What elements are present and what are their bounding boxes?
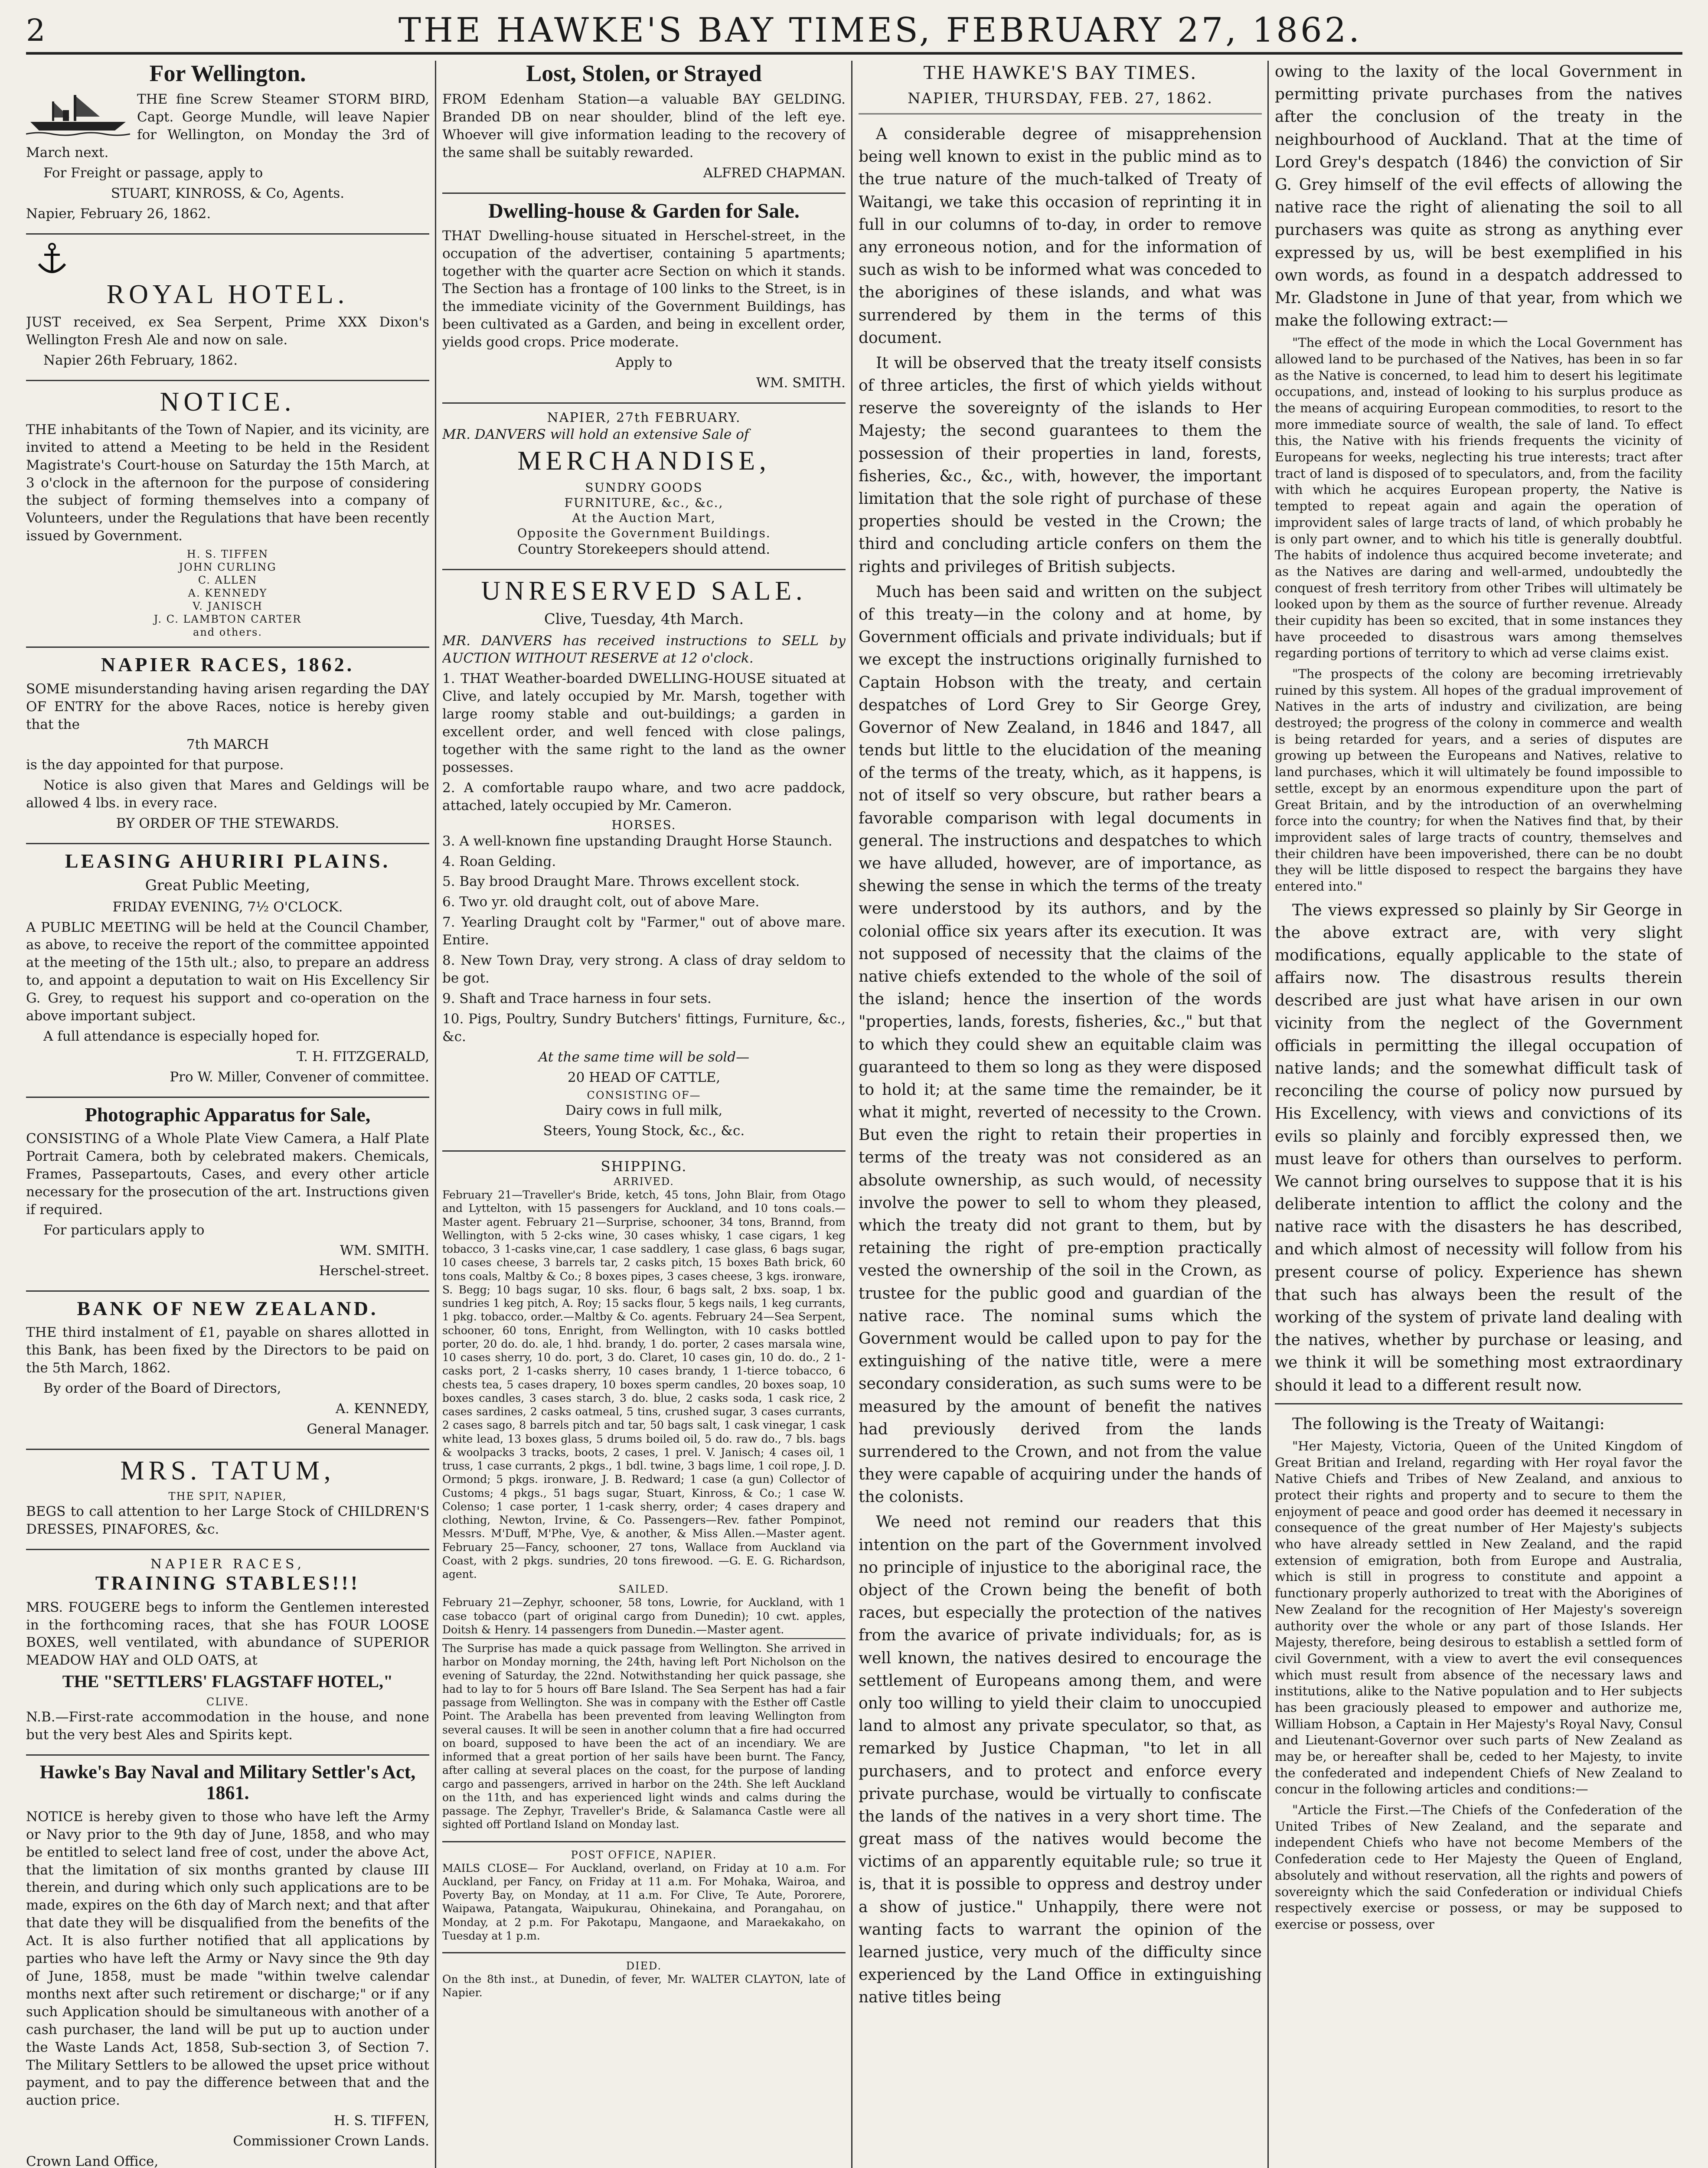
editorial-paragraph: We need not remind our readers that this intention on the part of the Government involved no principle of injustice to the aboriginal race, the object of the Crown being the benefit of both races, but especially the protection of the natives from the avarice of private individuals; for, as is well known, the natives desired to encourage the settlement of Europeans among them, and were only too willing to yield their claim to unoccupied land to almost any private speculator, so that, as remarked by Justice Chapman, "to let in all purchasers, and to protect and enforce every private purchase, would be virtually to confiscate the lands of the natives in a very short time. The great mass of the natives would become the victims of an apparently equitable rule; so true it is, that it is possible to oppress and destroy under a show of justice." Unhappily, there were not wanting facts to warrant the opinion of the learned justice, very much of the difficulty since experienced by the Land Office in extinguishing native titles being [859, 1513, 1262, 2007]
ad-text: JUST received, ex Sea Serpent, Prime XXX Dixon's Wellington Fresh Ale and now on sale. [26, 314, 429, 348]
ad-text: Opposite the Government Buildings. [517, 526, 771, 541]
ad-text: NOTICE is hereby given to those who have left the Army or Navy prior to the 9th day of June, 1858, and who may be entitled to select land free of cost, under the above Act, that the limitation of six months granted by clause III therein, and during which only such applications are to be made, expires on the 6th day of March next; and that after that date they will be disqualified from the benefits of the Act. It is also further notified that all applications by parties who have left the Army or Navy since the 9th day of June, 1858, must be made "within twelve calendar months next after such retirement or discharge;" or if any such Application should be simultaneous with another of a cash purchaser, the land will be put up to auction under the Waste Lands Act, 1858, Sub-section 3, of Section 7. The Military Settlers to be allowed the upset price without payment, and to pay the difference between that and the auction price. [26, 1809, 429, 2109]
treaty-text: "Her Majesty, Victoria, Queen of the United Kingdom of Great Britian and Ireland, regarding with Her royal favor the Native Chiefs and Tribes of New Zealand, and anxious to protect their rights and property and to secure to them the enjoyment of peace and good order has deemed it necessary in consequence of the great number of Her Majesty's subjects who have already settled in New Zealand, and the rapid extension of emigration, both from Europe and Australia, which is still in progress to constitute and appoint a functionary properly authorized to treat with the Aborigines of New Zealand for the recognition of Her Majesty's sovereign authority over the whole or any part of those Islands. Her Majesty, therefore, being desirous to establish a settled form of civil Government, with a view to avert the evil consequences which must result from absence of the necessary laws and institutions, alike to the Native population and to Her subjects has been graciously pleased to empower and authorize me, William Hobson, a Captain in Her Majesty's Royal Navy, Consul and Lieutenant-Governor over such parts of New Zealand as may be, or hereafter shall be, ceded to her Majesty, to invite the confederated and independent Chiefs of New Zealand to concur in the following articles and conditions:— [1275, 1438, 1682, 1797]
ad-title: For Wellington. [149, 61, 306, 86]
ad-title: Lost, Stolen, or Strayed [526, 61, 762, 86]
section-label: HORSES. [611, 817, 676, 832]
ad-title: NAPIER RACES, [150, 1556, 305, 1572]
shipping-section [442, 1152, 846, 1842]
ad-title: Photographic Apparatus for Sale, [85, 1103, 371, 1126]
editorial-dateline: NAPIER, THURSDAY, FEB. 27, 1862. [859, 86, 1262, 114]
ad-date: Napier, February 26, 1862. [26, 206, 211, 222]
column-rule [435, 61, 436, 2168]
ad-text: N.B.—First-rate accommodation in the house, and none but the very best Ales and Spirits kept. [26, 1709, 429, 1743]
editorial-title: THE HAWKE'S BAY TIMES. [923, 61, 1197, 83]
ad-text: FURNITURE, &c., &c., [564, 496, 724, 510]
ad-text: SUNDRY GOODS [585, 480, 703, 495]
ad-text: Steers, Young Stock, &c., &c. [543, 1123, 745, 1139]
lot: 7. Yearling Draught colt by "Farmer," out of above mare. Entire. [442, 914, 846, 948]
ad-text: CONSISTING of a Whole Plate View Camera, a Half Plate Portrait Camera, both by celebrated makers. Chemicals, Frames, Passepartouts, Cases, and every other article necessary for the prosecution of the art. Instructions given if required. [26, 1131, 429, 1218]
ad-text: 20 HEAD OF CATTLE, [567, 1069, 721, 1085]
lot: 8. New Town Dray, very strong. A class of dray seldom to be got. [442, 953, 846, 986]
ad-notice [26, 381, 429, 648]
signatory: H. S. TIFFEN [186, 548, 269, 561]
ad-text: MRS. FOUGERE begs to inform the Gentlemen interested in the forthcoming races, that she has FOUR LOOSE BOXES, well ventilated, with abundance of SUPERIOR MEADOW HAY and OLD OATS, at [26, 1599, 429, 1668]
signatory: JOHN CURLING [179, 561, 277, 574]
ad-title: NAPIER RACES, 1862. [101, 653, 355, 676]
ad-unreserved-sale [442, 570, 846, 1152]
signatory: J. C. LAMBTON CARTER [153, 613, 302, 626]
signatory: C. ALLEN [198, 574, 258, 587]
ad-signature: Pro W. Miller, Convener of committee. [170, 1069, 429, 1085]
ad-text: CONSISTING OF— [587, 1089, 701, 1102]
anchor-icon [35, 242, 69, 277]
ad-text: MR. DANVERS has received instructions to SELL by AUCTION WITHOUT RESERVE at 12 o'clock. [442, 633, 846, 666]
signatory: A. KENNEDY [188, 587, 268, 600]
ad-title: BANK OF NEW ZEALAND. [77, 1297, 379, 1319]
ad-place: CLIVE. [206, 1696, 249, 1708]
post-office [442, 1842, 846, 1954]
lot: 4. Roan Gelding. [442, 853, 556, 869]
ad-title: MERCHANDISE, [517, 446, 771, 476]
column-1 [26, 61, 429, 2168]
editorial-paragraph: A considerable degree of misapprehension being well known to exist in the public mind as to the true nature of the much-talked of Treaty of Waitangi, we take this occasion of reprinting it in full in our columns of to-day, in order to remove any erroneous notion, and for the information of such as wish to be informed what was conceded to the aborigines of these islands, and what was surrendered by them in the terms of this document. [859, 125, 1262, 347]
ad-title: Hawke's Bay Naval and Military Settler's Act, 1861. [39, 1761, 416, 1804]
ad-signature: WM. SMITH. [340, 1242, 429, 1258]
post-text: MAILS CLOSE— For Auckland, overland, on Friday at 10 a.m. For Auckland, per Fancy, on Friday at 11 a.m. For Mohaka, Wairoa, and Poverty Bay, on Monday, at 11 a.m. For Clive, Te Aute, Pororere, Waipawa, Patangata, Waipukurau, Ohinekaina, and Porangahau, on Monday, at 2 p.m. For Pakotapu, Mangaone, and Maraekakaho, on Tuesday at 1 p.m. [442, 1861, 846, 1942]
masthead [26, 9, 1682, 55]
lot: 3. A well-known fine upstanding Draught Horse Staunch. [442, 833, 833, 849]
signatory: V. JANISCH [193, 600, 263, 613]
ad-signature: Commissioner Crown Lands. [233, 2133, 429, 2149]
ad-training-stables [26, 1550, 429, 1756]
ad-signature: Herschel-street. [319, 1263, 429, 1279]
ad-title: UNRESERVED SALE. [481, 576, 807, 606]
shipping-text: February 21—Traveller's Bride, ketch, 45 tons, John Blair, from Otago and Lyttelton, with 15 passengers for Auckland, and 10 tons coals.—Master agent. February 21—Surprise, schooner, 34 tons, Brannd, from Wellington, with 5 2-cks wine, 30 cases whisky, 1 case cigars, 1 keg tobacco, 3 1-casks vine,car, 1 case saddlery, 1 case glass, 6 bags sugar, 10 cases cheese, 3 barrels tar, 2 casks pitch, 15 boxes Bath brick, 60 tons coals, Maltby & Co.; 8 boxes pipes, 3 cases cheese, 3 kgs. ironware, S. Begg; 10 bags sugar, 10 sks. flour, 6 bags salt, 2 bxs. soap, 1 bx. sundries 1 keg pitch, A. Roy; 15 sacks flour, 5 kegs nails, 1 keg currants, 1 pkg. tobacco, order.—Maltby & Co. agents. February 24—Sea Serpent, schooner, 60 tons, Enright, from Wellington, with 10 casks bottled porter, 20 do. do. ale, 1 hhd. brandy, 1 do. porter, 2 cases marsala wine, 10 cases sherry, 10 do. port, 3 do. Claret, 10 cases gin, 10 do. do., 2 1-casks port, 2 1-casks sherry, 10 cases brandy, 1 1-tierce tobacco, 6 chests tea, 5 cases drapery, 10 boxes sperm candles, 20 boxes soap, 10 boxes candles, 3 cases starch, 3 do. blue, 2 casks soda, 1 cask rice, 2 cases sardines, 2 casks oatmeal, 5 tins, crushed sugar, 3 cases currants, 2 cases sago, 8 barrels pitch and tar, 50 bags salt, 1 cask vinegar, 1 cask white lead, 13 boxes glass, 5 drums boiled oil, 5 do. raw do., 7 bls. bags & woolpacks 3 tracks, boots, 2 cases, 1 prel. V. Janisch; 4 cases oil, 1 truss, 1 case currants, 2 pkgs., 1 bdl. twine, 3 bags lime, 1 coil rope, J. D. Ormond; 5 pkgs. ironware, J. B. Redward; 1 case (a gun) Collector of Customs; 4 pkgs., 51 bags sugar, Stuart, Kinross, & Co.; 1 case W. Colenso; 1 case porter, 1 1-cask sherry, order; 4 cases drapery and clothing, Newton, Irvine, & Co. Passengers—Rev. father Pompinot, Messrs. M'Duff, M'Phe, Vye, & another, & Miss Allen.—Master agent. February 25—Fancy, schooner, 27 tons, Wallace from Auckland via Coast, with 2 pkgs. sundries, 20 tons firewood. —G. E. G. Richardson, agent. [442, 1188, 846, 1581]
ad-signature: General Manager. [307, 1421, 429, 1437]
section-title: DIED. [626, 1960, 662, 1972]
ad-signature: A. KENNEDY, [336, 1401, 429, 1417]
lot: 10. Pigs, Poultry, Sundry Butchers' fittings, Furniture, &c., &c. [442, 1011, 846, 1045]
editorial-paragraph: Much has been said and written on the subject of this treaty—in the colony and at home, by Government officials and private individuals; but if we except the instructions originally furnished to Captain Hobson with the treaty, and certain despatches of Lord Grey to Sir George Grey, Governor of New Zealand, in 1846 and 1847, all tends but little to the elucidation of the meaning of the terms of the treaty, which, as it happens, is not of itself so very obscure, but rather bears a favorable comparison with legal documents in general. The instructions and despatches to which we have alluded, however, are of importance, as shewing the sense in which the terms of the treaty were understood by its authors, and by the colonial office six years after its execution. It was not supposed of necessity that the claims of the native chiefs extended to the whole of the soil of the island; hence the insertion of the words "properties, lands, forests, fisheries, &c.," but that to which they could shew an equitable claim was guaranteed to them so long as they were disposed to hold it; at the same time the remainder, be it what it might, reverted of necessity to the Crown. But even the right to retain their properties in terms of the treaty was not considered as an absolute ownership, as such would, of necessity involve the power to sell to whom they pleased, which the treaty did not grant to them, but by retaining the right of pre-emption practically vested the ownership of the soil in the Crown, as trustee for the public good and guardian of the native race. The nominal sums which the Government would be called upon to pay for the extinguishing of the native title, were a mere secondary consideration, as such sums were to be measured by the amount of benefit the natives had previously derived from the lands surrendered to the Crown, and not from the value they were capable of acquiring under the hands of the colonists. [859, 583, 1262, 1506]
ad-text: is the day appointed for that purpose. [26, 757, 284, 773]
ad-title: MRS. TATUM, [120, 1456, 335, 1486]
ad-when: FRIDAY EVENING, 7½ O'CLOCK. [112, 899, 343, 915]
despatch-quote: "The prospects of the colony are becoming irretrievably ruined by this system. All hopes of the gradual improvement of Natives in the arts of industry and civilization, are being destroyed; the progress of the colony in commerce and wealth is being retarded for years, and a series of disputes are growing up between the Europeans and Natives, relative to land purchases, which it will ultimately be found impossible to settle, except by an enormous expenditure upon the part of Great Britain, and by the introduction of an overwhelming force into the country; for when the Natives find that, by their improvident sales of large tracts of country, themselves and their children have been impoverished, there can be no doubt they will be little disposed to respect the bargains they have entered into." [1275, 666, 1682, 894]
ad-text: THE inhabitants of the Town of Napier, and its vicinity, are invited to attend a Meeting to be held in the Resident Magistrate's Court-house on Saturday the 15th March, at 3 o'clock in the afternoon for the purpose of considering the subject of forming themselves into a company of Volunteers, under the Regulations that have been recently issued by Government. [26, 421, 429, 544]
ad-date: Napier 26th February, 1862. [43, 352, 238, 368]
ad-signature: T. H. FITZGERALD, [297, 1048, 429, 1064]
shipping-text: February 21—Zephyr, schooner, 58 tons, Lowrie, for Auckland, with 1 case tobacco (part of original cargo from Dunedin); 10 cwt. apples, Doitsh & Henry. 14 passengers from Dunedin.—Master agent. [442, 1596, 846, 1636]
ad-title: Dwelling-house & Garden for Sale. [488, 199, 800, 222]
lot: 5. Bay brood Draught Mare. Throws excellent stock. [442, 874, 800, 890]
ad-text: THE third instalment of £1, payable on shares allotted in this Bank, has been fixed by the Directors to be paid on the 5th March, 1862. [26, 1325, 429, 1376]
ad-photographic [26, 1098, 429, 1292]
ad-napier-races [26, 648, 429, 844]
ad-text: Country Storekeepers should attend. [517, 542, 771, 558]
ad-subtitle: Clive, Tuesday, 4th March. [544, 610, 744, 628]
page-number: 2 [26, 13, 46, 48]
ad-text: For Freight or passage, apply to [43, 165, 263, 181]
ad-text: A PUBLIC MEETING will be held at the Council Chamber, as above, to receive the report of the committee appointed at the meeting of the 15th ult.; also, to prepare an address to, and appoint a deputation to wait on His Excellency Sir G. Grey, to request his support and co-operation on the above important subject. [26, 919, 429, 1024]
ad-hotel: THE "SETTLERS' FLAGSTAFF HOTEL," [62, 1672, 393, 1691]
treaty-article: "Article the First.—The Chiefs of the Confederation of the United Tribes of New Zealand, and the separate and independent Chiefs who have not become Members of the Confederation cede to Her Majesty the Queen of England, absolutely and without reservation, all the rights and powers of sovereignty which the said Confederation or individual Chiefs respectively exercise or possess, or may be supposed to exercise or possess, over [1275, 1802, 1682, 1932]
column-rule [1267, 61, 1269, 2168]
editorial-paragraph: The views expressed so plainly by Sir George in the above extract are, with very slight modifications, equally applicable to the state of affairs now. The disastrous results therein described are just what have arisen in our own vicinity from the neglect of the Government officials in permitting the illegal occupation of native lands; and the somewhat difficult task of reconciling the course of policy now pursued by His Excellency, with views and convictions of its evils so plainly and forcibly expressed then, we must leave for others than ourselves to perform. We cannot bring ourselves to suppose that it is his deliberate intention to afflict the colony and the native race with the disasters he has described, and which almost of necessity will follow from his present course of policy. Experience has shewn that such has always been the result of the working of the system of private land dealing with the natives, whether by purchase or leasing, and we think it will be something most extraordinary should it lead to a different result now. [1275, 899, 1682, 1404]
ad-merchandise [442, 404, 846, 571]
column-3-editorial [859, 61, 1262, 2168]
section-title: SHIPPING. [601, 1158, 687, 1175]
lot: 1. THAT Weather-boarded DWELLING-HOUSE situated at Clive, and lately occupied by Mr. Marsh, together with large roomy stable and out-buildings; a garden in excellent order, and well fenced with close palings, together with the same right to the land as the owner possesses. [442, 671, 846, 775]
ad-text: At the Auction Mart, [572, 511, 716, 526]
ad-title: LEASING AHURIRI PLAINS. [65, 850, 391, 872]
ad-dateline: NAPIER, 27th FEBRUARY. [547, 410, 741, 425]
ad-signature: ALFRED CHAPMAN. [703, 165, 846, 181]
ad-text: By order of the Board of Directors, [43, 1380, 281, 1396]
ad-text: Dairy cows in full milk, [565, 1103, 723, 1119]
editorial-paragraph: It will be observed that the treaty itself consists of three articles, the first of which yields without reserve the sovereignty of the islands to Her Majesty; the second guarantees to them the possession of their properties in land, forests, fisheries, &c., &c., with, however, the important limitation that the sole right of purchase of these properties should be vested in the Crown; the third and concluding article confers on them the rights and privileges of British subjects. [859, 354, 1262, 576]
newspaper-title: THE HAWKE'S BAY TIMES, FEBRUARY 27, 1862. [398, 11, 1362, 50]
ad-agent: STUART, KINROSS, & Co, Agents. [111, 185, 345, 201]
lot: 6. Two yr. old draught colt, out of above Mare. [442, 894, 760, 910]
ad-subtitle: Great Public Meeting, [145, 876, 310, 894]
ad-text: MR. DANVERS will hold an extensive Sale of [442, 427, 749, 443]
ad-naval-military [26, 1756, 429, 2168]
ad-signature: WM. SMITH. [756, 375, 846, 391]
signatory: and others. [193, 626, 262, 639]
ad-date: 7th MARCH [186, 737, 269, 753]
ad-text: Apply to [615, 355, 673, 371]
column-4-editorial [1275, 61, 1682, 2168]
ad-wellington [26, 61, 429, 235]
ad-subtitle: THE SPIT, NAPIER, [168, 1490, 287, 1502]
ad-lost [442, 61, 846, 194]
section-label: SAILED. [618, 1583, 669, 1596]
steamship-icon [26, 91, 130, 138]
despatch-quote: "The effect of the mode in which the Local Government has allowed land to be purchased of the Natives, has been in so far as the Native is concerned, to lead him to desert his legitimate occupations, and, instead of looking to his surplus produce as the means of acquiring European commodities, to resort to the more immediate source of wealth, the sale of land. To effect this, the Native with his friends frequents the vicinity of Europeans for weeks, neglecting his true interests; tract after tract of land is disposed of to speculators, and, from the facility with which he acquires European property, the Native is tempted to repeat again and again the operation of improvident sales of large tracts of land, of which probably he is only part owner, and to which his title is generally doubtful. The habits of indolence thus acquired become inveterate; and as the Natives are daring and well-armed, undoubtedly the conquest of fresh territory from other Tribes will ultimately be looked upon by them as the source of further revenue. Already their cupidity has been so excited, that in some instances they have proceeded to disastrous wars among themselves regarding portions of territory to which ad verse claims exist. [1275, 335, 1682, 661]
column-rule [851, 61, 852, 2168]
lot: 9. Shaft and Trace harness in four sets. [442, 990, 712, 1006]
shipping-notes: The Surprise has made a quick passage from Wellington. She arrived in harbor on Monday morning, the 24th, having left Port Nicholson on the evening of Saturday, the 22nd. Notwithstanding her quick passage, she had to lay to for 5 hours off Bare Island. The Sea Serpent has had a fair passage from Wellington. She was in company with the Esther off Castle Point. The Arabella has been prevented from leaving Wellington from several causes. It will be seen in another column that a fire had occurred on board, supposed to have been the act of an incendiary. We are informed that a great portion of her sails have been burnt. The Fancy, after calling at several places on the coast, for the purpose of landing cargo and passengers, arrived in harbor on the 24th. She left Auckland on the 11th, and has experienced light winds and calms during the passage. The Zephyr, Traveller's Bride, & Salamanca Castle were all sighted off Portland Island on Monday last. [442, 1638, 846, 1832]
editorial-paragraph: The following is the Treaty of Waitangi: [1292, 1415, 1605, 1433]
ad-dwelling [442, 194, 846, 404]
column-2 [442, 61, 846, 2168]
ad-text: For particulars apply to [43, 1222, 205, 1238]
ad-title: NOTICE. [160, 387, 296, 417]
ad-text: THE fine Screw Steamer STORM BIRD, Capt. George Mundle, will leave Napier for Wellington, on Monday the 3rd of March next. [26, 91, 429, 161]
ad-text: FROM Edenham Station—a valuable BAY GELDING. Branded DB on near shoulder, blind of the left eye. Whoever will give information leading to the recovery of the same shall be suitably rewarded. [442, 91, 846, 161]
ad-ahuriri [26, 844, 429, 1098]
ad-title: ROYAL HOTEL. [106, 279, 349, 309]
died-text: On the 8th inst., at Dunedin, of fever, Mr. WALTER CLAYTON, late of Napier. [442, 1973, 846, 1999]
ad-date: Crown Land Office, [26, 2154, 159, 2168]
ad-text: At the same time will be sold— [538, 1049, 750, 1065]
ad-text: BEGS to call attention to her Large Stock of CHILDREN'S DRESSES, PINAFORES, &c. [26, 1503, 429, 1537]
ad-text: THAT Dwelling-house situated in Herschel-street, in the occupation of the advertiser, containing 5 apartments; together with the quarter acre Section on which it stands. The Section has a frontage of 100 links to the Street, is in the immediate vicinity of the Government Buildings, has been cultivated as a Garden, and being in excellent order, yields good crops. Price moderate. [442, 228, 846, 350]
ad-royal-hotel [26, 235, 429, 381]
ad-order: BY ORDER OF THE STEWARDS. [116, 816, 340, 832]
ad-title: TRAINING STABLES!!! [95, 1572, 360, 1594]
lot: 2. A comfortable raupo whare, and two acre paddock, attached, lately occupied by Mr. Cameron. [442, 780, 846, 813]
ad-signature: H. S. TIFFEN, [333, 2113, 429, 2129]
ad-text: SOME misunderstanding having arisen regarding the DAY OF ENTRY for the above Races, notice is hereby given that the [26, 681, 429, 732]
died-notice [442, 1953, 846, 2009]
ad-bank [26, 1292, 429, 1450]
section-label: ARRIVED. [614, 1175, 674, 1188]
section-title: POST OFFICE, NAPIER. [571, 1848, 717, 1861]
ad-text: A full attendance is especially hoped for. [43, 1028, 320, 1044]
editorial-paragraph: owing to the laxity of the local Government in permitting private purchases from the natives after the conclusion of the treaty in the neighbourhood of Auckland. That at the time of Lord Grey's despatch (1846) the conviction of Sir G. Grey himself of the evil effects of allowing the native race the right of alienating the soil to all purchasers was quite as strong as anything ever expressed by us, will be best exemplified in his own words, as found in a despatch addressed to Mr. Gladstone in June of that year, from which we make the following extract:— [1275, 63, 1682, 330]
ad-text: Notice is also given that Mares and Geldings will be allowed 4 lbs. in every race. [26, 777, 429, 811]
ad-tatum [26, 1450, 429, 1550]
